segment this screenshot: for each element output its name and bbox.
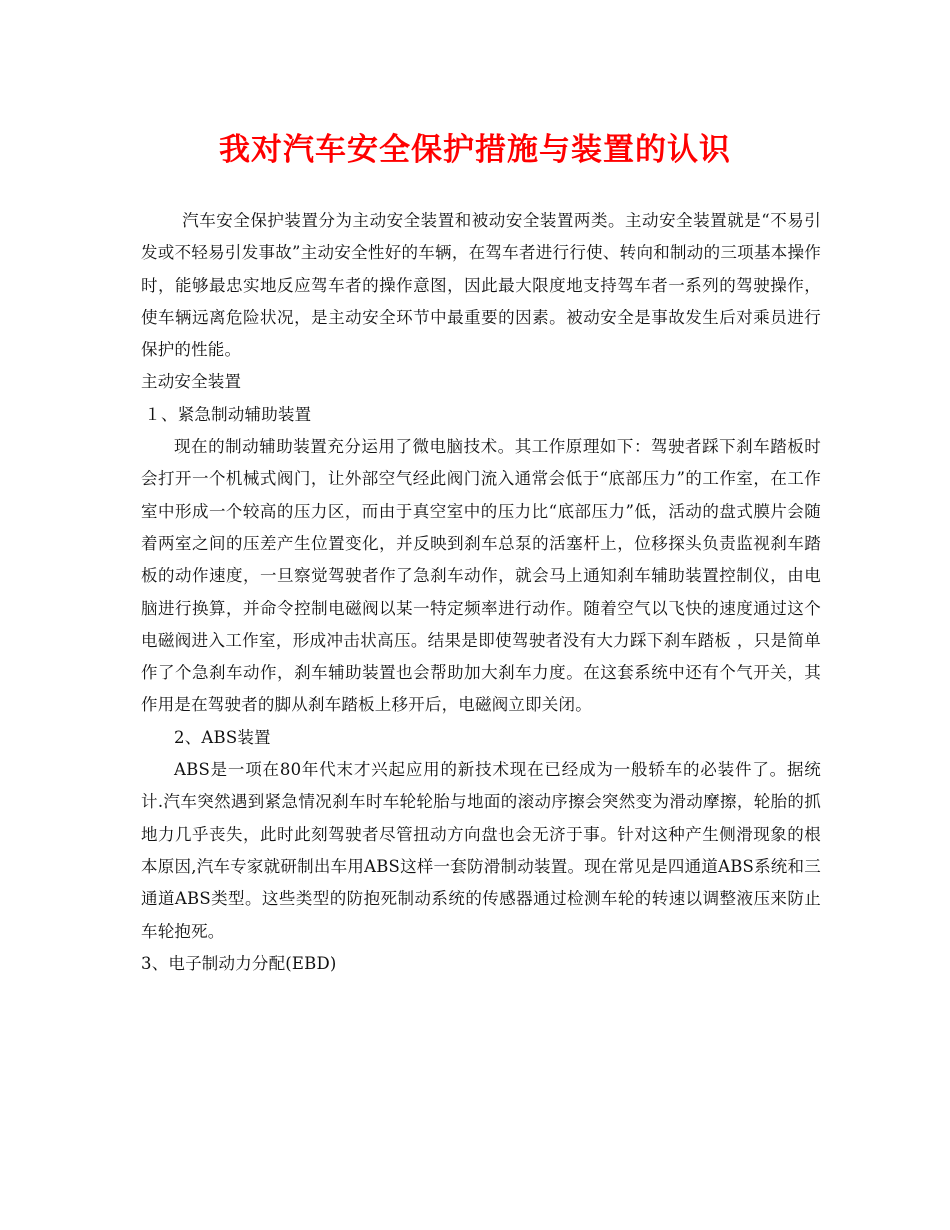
intro-paragraph: 汽车安全保护装置分为主动安全装置和被动安全装置两类。主动安全装置就是“不易引发或不轻易引发事故”主动安全性好的车辆，在驾车者进行行使、转向和制动的三项基本操作时，能够最忠实地反应驾车者的操作意图，因此最大限度地支持驾车者一系列的驾驶操作，使车辆远离危险状况，是主动安全环节中最重要的因素。被动安全是事故发生后对乘员进行保护的性能。 [141,211,821,360]
section-heading-active-safety: 主动安全装置 [141,372,242,392]
document-title: 我对汽车安全保护措施与装置的认识 [219,132,731,168]
subsection-heading-abs: 2、ABS装置 [174,727,271,747]
document-body [141,205,821,980]
abs-paragraph: ABS是一项在80年代末才兴起应用的新技术现在已经成为一般轿车的必装件了。据统计.汽车突然遇到紧急情况刹车时车轮轮胎与地面的滚动序擦会突然变为滑动摩擦，轮胎的抓地力几乎丧失，此时此刻驾驶者尽管扭动方向盘也会无济于事。针对这种产生侧滑现象的根本原因,汽车专家就研制出车用ABS这样一套防滑制动装置。现在常见是四通道ABS系统和三通道ABS类型。这些类型的防抱死制动系统的传感器通过检测车轮的转速以调整液压来防止车轮抱死。 [141,760,821,941]
subsection-heading-ebd: 3、电子制动力分配(EBD) [141,953,337,973]
brake-assist-paragraph: 现在的制动辅助装置充分运用了微电脑技术。其工作原理如下：驾驶者踩下刹车踏板时会打开一个机械式阀门，让外部空气经此阀门流入通常会低于“底部压力”的工作室，在工作室中形成一个较高的压力区，而由于真空室中的压力比“底部压力”低，活动的盘式膜片会随着两室之间的压差产生位置变化，并反映到刹车总泵的活塞杆上，位移探头负责监视刹车踏板的动作速度，一旦察觉驾驶者作了急刹车动作，就会马上通知刹车辅助装置控制仪，由电脑进行换算，并命令控制电磁阀以某一特定频率进行动作。随着空气以飞快的速度通过这个电磁阀进入工作室，形成冲击状高压。结果是即使驾驶者没有大力踩下刹车踏板 ，只是简单作了个急刹车动作，刹车辅助装置也会帮助加大刹车力度。在这套系统中还有个气开关，其作用是在驾驶者的脚从刹车踏板上移开后，电磁阀立即关闭。 [141,437,821,715]
subsection-heading-brake-assist: １、紧急制动辅助装置 [144,404,312,424]
